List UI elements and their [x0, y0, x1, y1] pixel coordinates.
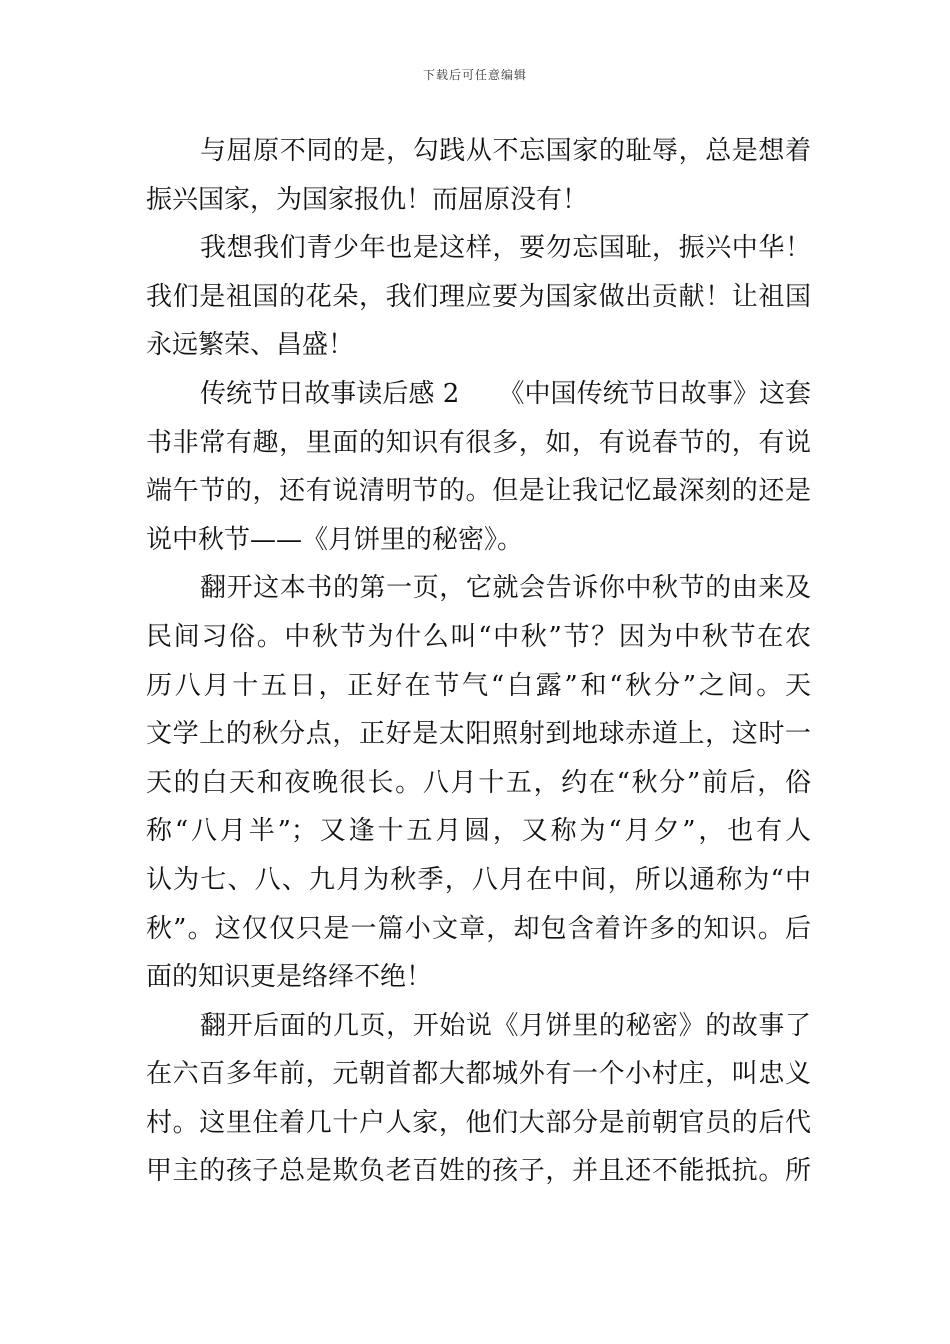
text-line: 端午节的，还有说清明节的。但是让我记忆最深刻的还是 [146, 476, 811, 507]
text-line: 甲主的孩子总是欺负老百姓的孩子，并且还不能抵抗。所 [146, 1156, 811, 1187]
text-line: 秋”。这仅仅只是一篇小文章，却包含着许多的知识。后 [146, 913, 811, 944]
text-line: 永远繁荣、昌盛！ [146, 330, 355, 361]
text-line: 村。这里住着几十户人家，他们大部分是前朝官员的后代 [146, 1107, 811, 1138]
text-line: 在六百多年前，元朝首都大都城外有一个小村庄，叫忠义 [146, 1059, 811, 1090]
text-line: 民间习俗。中秋节为什么叫“中秋”节？因为中秋节在农 [146, 621, 811, 652]
text-line: 翻开这本书的第一页，它就会告诉你中秋节的由来及 [200, 573, 811, 604]
text-line: 天的白天和夜晚很长。八月十五，约在“秋分”前后，俗 [146, 767, 811, 798]
text-line: 书非常有趣，里面的知识有很多，如，有说春节的，有说 [146, 427, 811, 458]
text-line: 我们是祖国的花朵，我们理应要为国家做出贡献！让祖国 [146, 281, 811, 312]
text-line: 翻开后面的几页，开始说《月饼里的秘密》的故事了 [200, 1010, 811, 1041]
text-line: 振兴国家，为国家报仇！而屈原没有！ [146, 184, 589, 215]
text-line: 传统节日故事读后感 2 《中国传统节日故事》这套 [200, 378, 811, 409]
text-line: 文学上的秋分点，正好是太阳照射到地球赤道上，这时一 [146, 719, 811, 750]
text-line: 历八月十五日，正好在节气“白露”和“秋分”之间。天 [146, 670, 811, 701]
body-text [146, 127, 811, 1196]
text-line: 与屈原不同的是，勾践从不忘国家的耻辱，总是想着 [200, 136, 811, 166]
text-line: 说中秋节——《月饼里的秘密》。 [146, 524, 524, 555]
text-line: 认为七、八、九月为秋季，八月在中间，所以通称为“中 [146, 864, 811, 895]
text-line: 称“八月半”；又逢十五月圆，又称为“月夕”，也有人 [146, 816, 811, 847]
text-line: 我想我们青少年也是这样，要勿忘国耻，振兴中华！ [200, 233, 811, 264]
page-header: 下载后可任意编辑 [422, 68, 527, 82]
text-line: 面的知识更是络绎不绝！ [146, 962, 433, 993]
